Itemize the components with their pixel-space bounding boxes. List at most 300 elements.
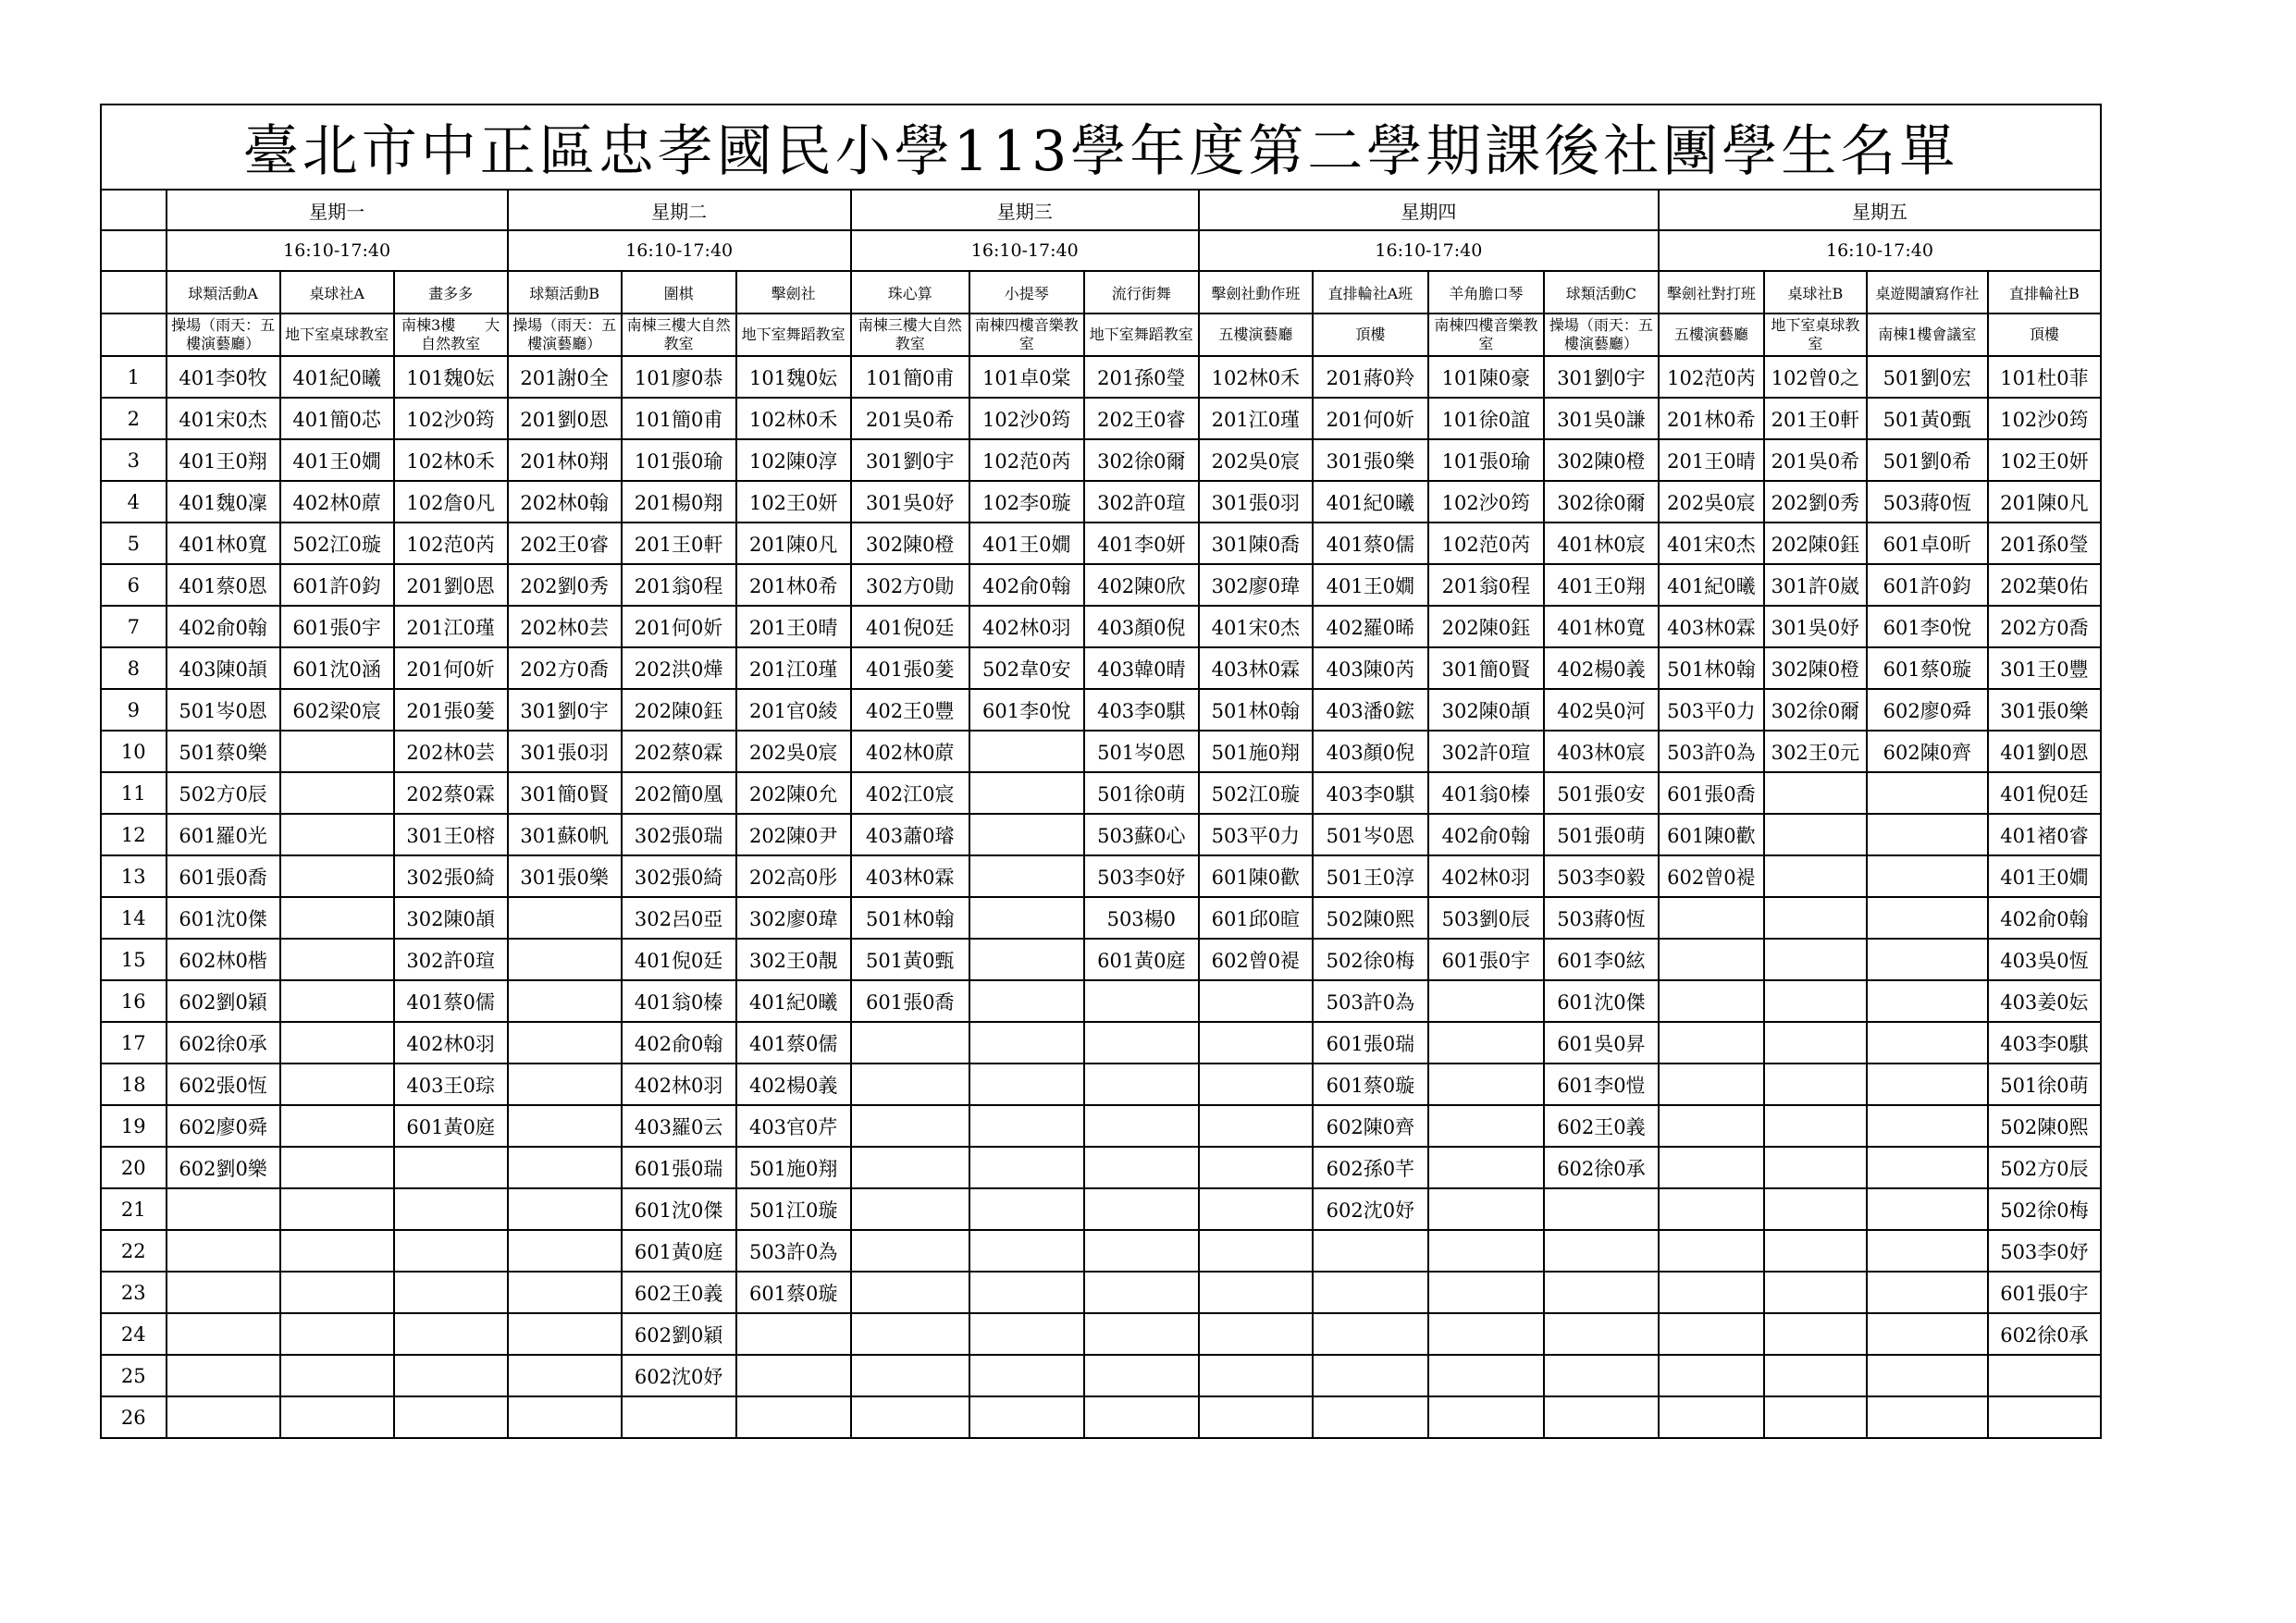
student-cell: 101簡0甫: [851, 356, 969, 398]
student-cell: [1084, 1230, 1199, 1272]
student-cell: 201孫0瑩: [1084, 356, 1199, 398]
student-cell: [1428, 1230, 1544, 1272]
student-cell: 201吳0希: [1764, 439, 1867, 481]
student-cell: [280, 1147, 394, 1188]
student-cell: [1764, 1188, 1867, 1230]
student-cell: [394, 1188, 508, 1230]
student-cell: [1199, 1105, 1313, 1147]
student-cell: 102曾0之: [1764, 356, 1867, 398]
student-cell: [280, 980, 394, 1022]
student-row: [101, 689, 2101, 731]
student-cell: 301劉0宇: [851, 439, 969, 481]
student-cell: 502江0璇: [280, 523, 394, 564]
student-row: [101, 939, 2101, 980]
student-cell: 202劉0秀: [508, 564, 622, 606]
student-cell: [1867, 814, 1988, 855]
student-cell: 403吳0恆: [1988, 939, 2101, 980]
student-cell: [1428, 980, 1544, 1022]
student-cell: [969, 1230, 1084, 1272]
row-number: 8: [101, 647, 167, 689]
club-name: 羊角膽口琴: [1428, 271, 1544, 314]
student-cell: 402吳0河: [1544, 689, 1659, 731]
club-room: 南棟四樓音樂教室: [969, 314, 1084, 356]
student-cell: [1199, 1272, 1313, 1313]
student-cell: 302許0瑄: [1084, 481, 1199, 523]
student-cell: [167, 1355, 280, 1396]
student-cell: [1199, 1355, 1313, 1396]
student-cell: [1659, 1272, 1764, 1313]
student-cell: 601許0鈞: [280, 564, 394, 606]
row-number: 7: [101, 606, 167, 647]
club-name: 球類活動A: [167, 271, 280, 314]
student-cell: 401王0嫺: [969, 523, 1084, 564]
student-cell: [280, 1064, 394, 1105]
student-cell: 401王0嫺: [1988, 855, 2101, 897]
student-cell: [1428, 1188, 1544, 1230]
student-cell: 401簡0芯: [280, 398, 394, 439]
student-cell: [969, 1147, 1084, 1188]
student-cell: 602劉0樂: [167, 1147, 280, 1188]
student-cell: 401蔡0恩: [167, 564, 280, 606]
student-cell: 501林0翰: [1659, 647, 1764, 689]
student-cell: 602孫0芊: [1313, 1147, 1428, 1188]
row-number: 3: [101, 439, 167, 481]
student-cell: 402林0羽: [622, 1064, 736, 1105]
student-cell: 302徐0爾: [1084, 439, 1199, 481]
student-cell: [1199, 1022, 1313, 1064]
day-header: 星期四: [1199, 190, 1659, 230]
student-cell: [1199, 1313, 1313, 1355]
student-cell: 102詹0凡: [394, 481, 508, 523]
student-cell: 201江0瑾: [736, 647, 851, 689]
student-cell: 402俞0翰: [1428, 814, 1544, 855]
student-cell: 502徐0梅: [1313, 939, 1428, 980]
student-cell: 102林0禾: [736, 398, 851, 439]
student-cell: 501林0翰: [1199, 689, 1313, 731]
student-cell: 301吳0謙: [1544, 398, 1659, 439]
club-name: 直排輪社B: [1988, 271, 2101, 314]
student-row: [101, 1230, 2101, 1272]
student-cell: [1659, 1064, 1764, 1105]
club-name: 桌球社B: [1764, 271, 1867, 314]
student-cell: [1084, 1272, 1199, 1313]
student-cell: 401王0嫺: [280, 439, 394, 481]
student-cell: 503平0力: [1199, 814, 1313, 855]
student-cell: [1199, 980, 1313, 1022]
row-number: 17: [101, 1022, 167, 1064]
student-cell: 601陳0歡: [1659, 814, 1764, 855]
student-cell: 302廖0瑋: [736, 897, 851, 939]
student-cell: 602陳0齊: [1867, 731, 1988, 772]
student-cell: [1764, 814, 1867, 855]
student-cell: 602徐0承: [1988, 1313, 2101, 1355]
corner-cell: [101, 190, 167, 230]
student-cell: [851, 1230, 969, 1272]
student-cell: [1867, 772, 1988, 814]
student-row: [101, 1105, 2101, 1147]
student-cell: 202林0翰: [508, 481, 622, 523]
student-cell: 601沈0涵: [280, 647, 394, 689]
student-cell: 602林0楷: [167, 939, 280, 980]
student-cell: [280, 814, 394, 855]
student-cell: 101徐0誼: [1428, 398, 1544, 439]
student-cell: 201江0瑾: [1199, 398, 1313, 439]
student-cell: 301許0崴: [1764, 564, 1867, 606]
student-cell: [1659, 1313, 1764, 1355]
student-cell: [280, 1188, 394, 1230]
student-cell: [1199, 1188, 1313, 1230]
student-cell: 201吳0希: [851, 398, 969, 439]
student-cell: 601沈0傑: [622, 1188, 736, 1230]
student-cell: 101魏0妘: [736, 356, 851, 398]
student-cell: 501岑0恩: [1084, 731, 1199, 772]
club-name: 擊劍社動作班: [1199, 271, 1313, 314]
student-cell: 202簡0凰: [622, 772, 736, 814]
student-cell: [1764, 1064, 1867, 1105]
student-row: [101, 1147, 2101, 1188]
student-cell: 602徐0承: [167, 1022, 280, 1064]
student-cell: 102范0芮: [1428, 523, 1544, 564]
club-name: 流行街舞: [1084, 271, 1199, 314]
row-number: 6: [101, 564, 167, 606]
student-cell: 202方0喬: [508, 647, 622, 689]
student-cell: 601沈0傑: [1544, 980, 1659, 1022]
student-cell: 601陳0歡: [1199, 855, 1313, 897]
student-cell: 601張0宇: [1988, 1272, 2101, 1313]
student-cell: 201王0軒: [1764, 398, 1867, 439]
student-cell: [1199, 1147, 1313, 1188]
student-cell: [969, 814, 1084, 855]
student-cell: 403羅0云: [622, 1105, 736, 1147]
student-cell: 501林0翰: [851, 897, 969, 939]
student-cell: [1084, 1313, 1199, 1355]
student-cell: 201孫0瑩: [1988, 523, 2101, 564]
student-cell: [1659, 1105, 1764, 1147]
student-cell: 202陳0鈺: [1428, 606, 1544, 647]
student-cell: 502陳0熙: [1313, 897, 1428, 939]
student-cell: 202吳0宸: [736, 731, 851, 772]
student-cell: 601黃0庭: [1084, 939, 1199, 980]
student-cell: 401林0寬: [167, 523, 280, 564]
student-cell: 502陳0熙: [1988, 1105, 2101, 1147]
student-cell: [1867, 980, 1988, 1022]
student-cell: 403韓0晴: [1084, 647, 1199, 689]
student-cell: 501劉0希: [1867, 439, 1988, 481]
student-row: [101, 980, 2101, 1022]
student-cell: 501張0安: [1544, 772, 1659, 814]
student-cell: 601李0悅: [969, 689, 1084, 731]
student-cell: 402林0蒝: [280, 481, 394, 523]
student-cell: 201王0晴: [1659, 439, 1764, 481]
student-cell: 403蕭0璿: [851, 814, 969, 855]
student-cell: 301簡0賢: [508, 772, 622, 814]
student-cell: 401倪0廷: [622, 939, 736, 980]
student-cell: 302徐0爾: [1544, 481, 1659, 523]
student-cell: [280, 1355, 394, 1396]
student-cell: 602徐0承: [1544, 1147, 1659, 1188]
student-cell: 402俞0翰: [1988, 897, 2101, 939]
student-cell: 403李0騏: [1988, 1022, 2101, 1064]
student-cell: [1544, 1396, 1659, 1438]
student-cell: 402王0豐: [851, 689, 969, 731]
student-cell: 403陳0頡: [167, 647, 280, 689]
club-name: 桌球社A: [280, 271, 394, 314]
student-cell: 101陳0豪: [1428, 356, 1544, 398]
student-cell: 401劉0恩: [1988, 731, 2101, 772]
student-cell: 402林0羽: [394, 1022, 508, 1064]
row-number: 22: [101, 1230, 167, 1272]
student-cell: 401魏0凜: [167, 481, 280, 523]
student-cell: 503許0為: [1313, 980, 1428, 1022]
student-cell: 401蔡0儒: [1313, 523, 1428, 564]
student-cell: [1867, 855, 1988, 897]
student-cell: 102林0禾: [1199, 356, 1313, 398]
club-room: 地下室舞蹈教室: [736, 314, 851, 356]
student-cell: [1428, 1147, 1544, 1188]
student-cell: 401李0妍: [1084, 523, 1199, 564]
student-cell: 503平0力: [1659, 689, 1764, 731]
student-cell: [622, 1396, 736, 1438]
student-cell: 501徐0萌: [1084, 772, 1199, 814]
student-cell: 403姜0妘: [1988, 980, 2101, 1022]
student-row: [101, 1188, 2101, 1230]
student-cell: [394, 1396, 508, 1438]
student-cell: 602梁0宸: [280, 689, 394, 731]
student-cell: 501王0淳: [1313, 855, 1428, 897]
student-cell: [508, 1147, 622, 1188]
student-cell: [1544, 1272, 1659, 1313]
student-cell: [1764, 1313, 1867, 1355]
student-cell: 601張0喬: [1659, 772, 1764, 814]
student-row: [101, 606, 2101, 647]
club-room: 頂樓: [1988, 314, 2101, 356]
student-row: [101, 731, 2101, 772]
student-cell: [280, 772, 394, 814]
student-cell: [851, 1272, 969, 1313]
student-cell: 202王0睿: [508, 523, 622, 564]
student-cell: 402俞0翰: [969, 564, 1084, 606]
student-cell: 403林0霖: [1659, 606, 1764, 647]
student-cell: 601卓0昕: [1867, 523, 1988, 564]
student-cell: 401紀0曦: [736, 980, 851, 1022]
student-cell: [1084, 1105, 1199, 1147]
time-slot: 16:10-17:40: [1199, 230, 1659, 271]
student-cell: [1867, 1022, 1988, 1064]
student-cell: 402羅0晞: [1313, 606, 1428, 647]
student-cell: 102范0芮: [1659, 356, 1764, 398]
student-cell: 401蔡0儒: [394, 980, 508, 1022]
student-cell: 301簡0賢: [1428, 647, 1544, 689]
row-number: 15: [101, 939, 167, 980]
student-cell: 503楊0: [1084, 897, 1199, 939]
student-cell: 402林0羽: [1428, 855, 1544, 897]
student-cell: 201翁0程: [1428, 564, 1544, 606]
student-cell: [1428, 1022, 1544, 1064]
student-cell: 601吳0昇: [1544, 1022, 1659, 1064]
student-cell: [1867, 939, 1988, 980]
student-cell: 501蔡0樂: [167, 731, 280, 772]
student-cell: [508, 1022, 622, 1064]
student-cell: 401紀0曦: [1313, 481, 1428, 523]
student-cell: 202吳0宸: [1659, 481, 1764, 523]
student-cell: 401倪0廷: [851, 606, 969, 647]
student-cell: 302陳0頡: [1428, 689, 1544, 731]
row-number: 26: [101, 1396, 167, 1438]
student-cell: 501張0萌: [1544, 814, 1659, 855]
day-header-row: [101, 190, 2101, 230]
club-room: 南棟四樓音樂教室: [1428, 314, 1544, 356]
student-cell: [1544, 1230, 1659, 1272]
student-cell: 401張0蓌: [851, 647, 969, 689]
roster-sheet: [100, 104, 2102, 1439]
student-cell: 601沈0傑: [167, 897, 280, 939]
student-cell: [394, 1355, 508, 1396]
student-cell: 202劉0秀: [1764, 481, 1867, 523]
student-cell: 601黃0庭: [622, 1230, 736, 1272]
day-header: 星期一: [167, 190, 508, 230]
student-cell: 201劉0恩: [508, 398, 622, 439]
student-cell: [1199, 1396, 1313, 1438]
student-cell: 502方0辰: [167, 772, 280, 814]
student-cell: 201何0妡: [1313, 398, 1428, 439]
student-row: [101, 398, 2101, 439]
student-cell: 301蘇0帆: [508, 814, 622, 855]
student-cell: 201陳0凡: [736, 523, 851, 564]
student-cell: [1659, 1188, 1764, 1230]
student-cell: 503蔣0恆: [1544, 897, 1659, 939]
student-cell: [1428, 1064, 1544, 1105]
club-room: 南棟1樓會議室: [1867, 314, 1988, 356]
student-cell: 301吳0妤: [851, 481, 969, 523]
student-cell: [1764, 1396, 1867, 1438]
roster-table: [100, 104, 2102, 1439]
student-cell: 401林0宸: [1544, 523, 1659, 564]
student-cell: [969, 1188, 1084, 1230]
student-cell: 101張0瑜: [622, 439, 736, 481]
student-cell: [1428, 1272, 1544, 1313]
student-cell: 403林0霖: [1199, 647, 1313, 689]
time-slot: 16:10-17:40: [167, 230, 508, 271]
student-cell: 502韋0安: [969, 647, 1084, 689]
student-cell: 402俞0翰: [167, 606, 280, 647]
student-cell: [1764, 772, 1867, 814]
student-cell: [1764, 1022, 1867, 1064]
row-number: 25: [101, 1355, 167, 1396]
row-number: 4: [101, 481, 167, 523]
student-cell: 601張0喬: [167, 855, 280, 897]
student-cell: 501劉0宏: [1867, 356, 1988, 398]
student-cell: 101廖0恭: [622, 356, 736, 398]
student-cell: [280, 731, 394, 772]
student-cell: 202王0睿: [1084, 398, 1199, 439]
row-number: 5: [101, 523, 167, 564]
student-cell: [969, 897, 1084, 939]
student-cell: 302徐0爾: [1764, 689, 1867, 731]
student-cell: 601許0鈞: [1867, 564, 1988, 606]
student-cell: 601張0瑞: [1313, 1022, 1428, 1064]
corner-cell: [101, 271, 167, 314]
student-row: [101, 1272, 2101, 1313]
student-cell: 401翁0榛: [1428, 772, 1544, 814]
student-cell: 403林0宸: [1544, 731, 1659, 772]
row-number: 12: [101, 814, 167, 855]
student-cell: 503許0為: [736, 1230, 851, 1272]
student-cell: 401紀0曦: [1659, 564, 1764, 606]
student-cell: [1544, 1355, 1659, 1396]
student-cell: 202林0芸: [508, 606, 622, 647]
student-cell: 102李0璇: [969, 481, 1084, 523]
student-row: [101, 1022, 2101, 1064]
student-cell: 302廖0瑋: [1199, 564, 1313, 606]
student-cell: 503蘇0心: [1084, 814, 1199, 855]
student-cell: 503李0妤: [1084, 855, 1199, 897]
student-cell: 201林0希: [1659, 398, 1764, 439]
student-cell: 201何0妡: [622, 606, 736, 647]
student-cell: [1659, 897, 1764, 939]
student-cell: 201王0晴: [736, 606, 851, 647]
row-number: 23: [101, 1272, 167, 1313]
student-cell: [851, 1147, 969, 1188]
student-cell: 601李0愷: [1544, 1064, 1659, 1105]
student-cell: 402陳0欣: [1084, 564, 1199, 606]
time-slot: 16:10-17:40: [851, 230, 1199, 271]
row-number: 11: [101, 772, 167, 814]
student-cell: 302張0瑞: [622, 814, 736, 855]
student-cell: 403林0霖: [851, 855, 969, 897]
student-cell: [394, 1147, 508, 1188]
student-cell: 502方0辰: [1988, 1147, 2101, 1188]
day-header: 星期三: [851, 190, 1199, 230]
student-cell: 201林0翔: [508, 439, 622, 481]
row-number: 14: [101, 897, 167, 939]
club-room: 五樓演藝廳: [1659, 314, 1764, 356]
student-cell: [508, 897, 622, 939]
student-row: [101, 481, 2101, 523]
student-cell: 101卓0棠: [969, 356, 1084, 398]
student-cell: 302方0勛: [851, 564, 969, 606]
student-cell: [280, 939, 394, 980]
student-cell: 602沈0妤: [1313, 1188, 1428, 1230]
student-cell: 402江0宸: [851, 772, 969, 814]
student-cell: [1084, 1147, 1199, 1188]
student-cell: 402楊0義: [736, 1064, 851, 1105]
student-cell: [969, 731, 1084, 772]
student-cell: 601李0悅: [1867, 606, 1988, 647]
student-cell: 202方0喬: [1988, 606, 2101, 647]
student-cell: 401倪0廷: [1988, 772, 2101, 814]
student-cell: 202陳0鈺: [1764, 523, 1867, 564]
club-name: 小提琴: [969, 271, 1084, 314]
student-cell: [394, 1313, 508, 1355]
student-cell: [1428, 1396, 1544, 1438]
student-cell: [1544, 1188, 1659, 1230]
student-cell: 403顏0倪: [1084, 606, 1199, 647]
student-row: [101, 1396, 2101, 1438]
student-cell: [969, 1022, 1084, 1064]
student-cell: 302陳0橙: [851, 523, 969, 564]
student-cell: 601張0喬: [851, 980, 969, 1022]
student-cell: 501岑0恩: [1313, 814, 1428, 855]
student-cell: [1084, 1396, 1199, 1438]
student-cell: [1867, 1064, 1988, 1105]
student-cell: 202陳0允: [736, 772, 851, 814]
club-room: 操場（雨天：五樓演藝廳）: [167, 314, 280, 356]
student-cell: [1659, 1022, 1764, 1064]
row-number: 20: [101, 1147, 167, 1188]
student-cell: 403李0騏: [1313, 772, 1428, 814]
student-cell: [1764, 1230, 1867, 1272]
student-row: [101, 356, 2101, 398]
